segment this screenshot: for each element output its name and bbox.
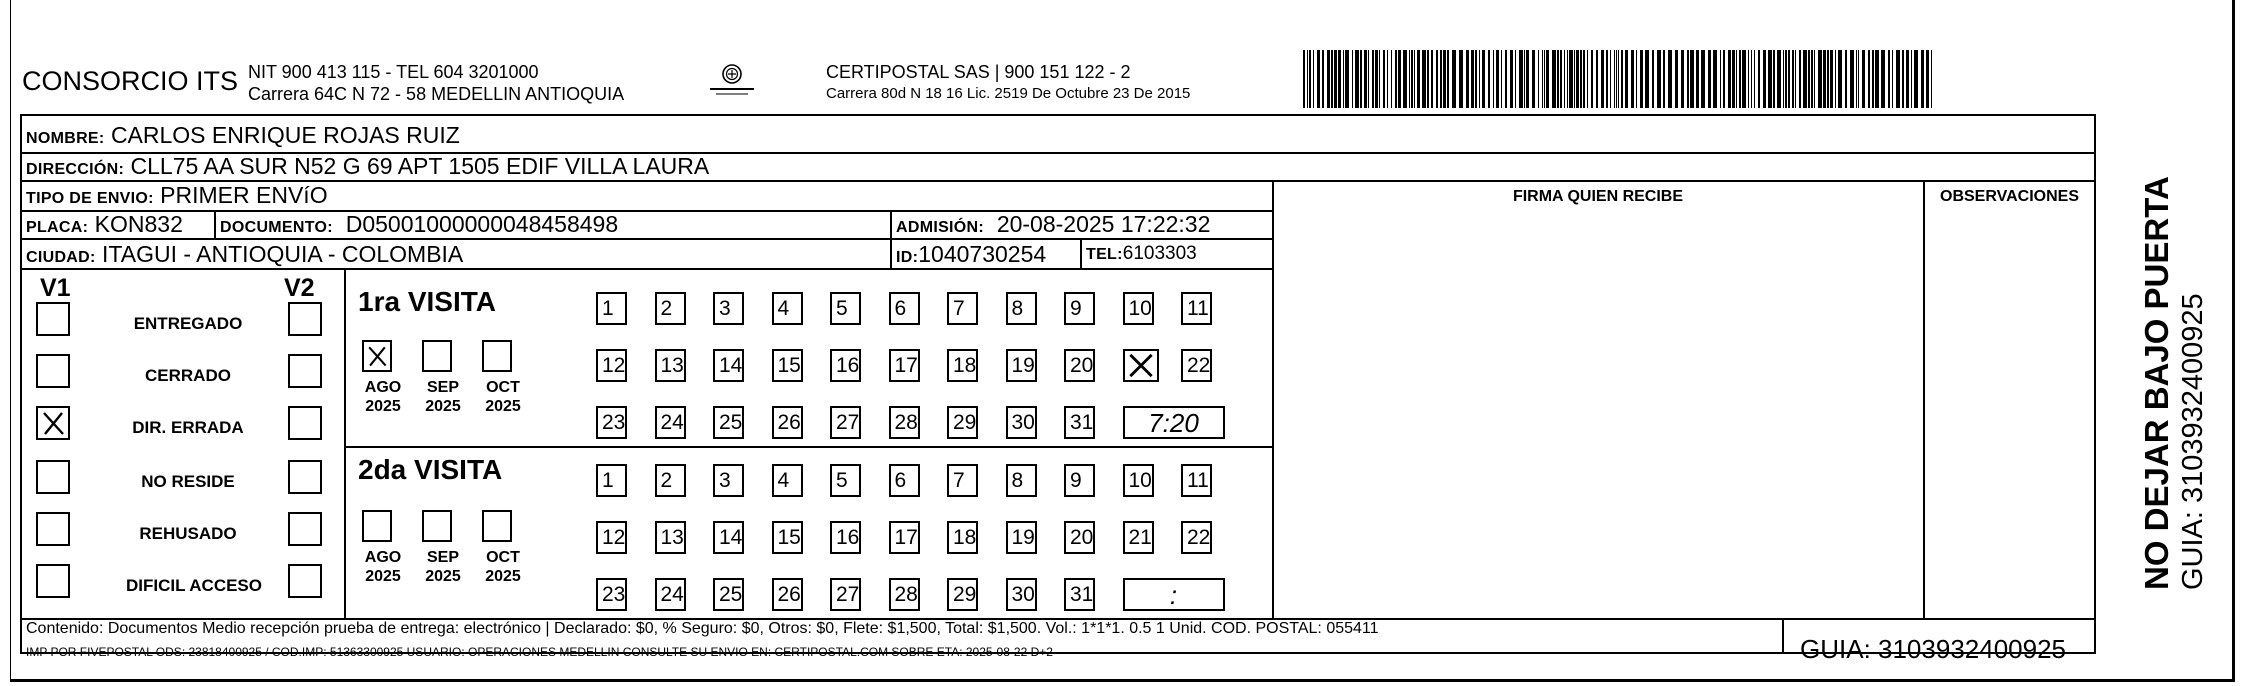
side-notice — [2138, 176, 2210, 590]
month-label: AGO 2025 — [364, 549, 402, 585]
documento-label: DOCUMENTO: — [220, 219, 333, 236]
day-box[interactable]: 17 — [889, 521, 920, 554]
day-box[interactable]: 4 — [772, 292, 803, 325]
v1-checkbox[interactable] — [36, 512, 70, 546]
guia-number: GUIA: 3103932400925 — [1800, 634, 2066, 664]
ciudad-value: ITAGUI - ANTIOQUIA - COLOMBIA — [102, 241, 464, 267]
day-box[interactable]: 6 — [889, 464, 920, 497]
admision-row — [896, 211, 1210, 241]
day-box[interactable]: 3 — [713, 464, 744, 497]
footer-contents: Contenido: Documentos Medio recepción prueba de entrega: electrónico | Declarado: $0, % Seguro: $0, Otros: $0, Flete: $1,500, Total: $1,500. Vol.: 1*1*1. 0.5 1 Unid. COD. POSTAL: 055411 — [26, 620, 1379, 637]
company-info — [248, 61, 624, 105]
v2-title: V2 — [284, 274, 315, 302]
month-checkbox[interactable] — [362, 340, 392, 372]
day-box[interactable]: 9 — [1064, 464, 1095, 497]
day-box[interactable]: 28 — [889, 406, 920, 439]
day-box[interactable]: 25 — [713, 578, 744, 611]
v1-checkbox[interactable] — [36, 302, 70, 336]
v2-checkbox[interactable] — [288, 406, 322, 440]
admision-label: ADMISIÓN: — [896, 219, 985, 236]
v2-checkbox[interactable] — [288, 354, 322, 388]
day-box[interactable]: 14 — [713, 521, 744, 554]
day-box[interactable]: 5 — [830, 292, 861, 325]
day-box[interactable]: 13 — [655, 349, 686, 382]
day-box[interactable]: 24 — [655, 578, 686, 611]
placa-label: PLACA: — [26, 219, 89, 236]
day-box[interactable]: 11 — [1181, 292, 1212, 325]
day-box[interactable]: 11 — [1181, 464, 1212, 497]
status-label: DIFICIL ACCESO — [125, 576, 262, 595]
certipostal-logo-icon — [704, 62, 760, 98]
month-checkbox[interactable] — [362, 510, 392, 542]
v1-title: V1 — [40, 274, 71, 302]
x-mark-icon — [38, 408, 68, 438]
day-box[interactable]: 31 — [1064, 406, 1095, 439]
day-box[interactable]: 20 — [1064, 349, 1095, 382]
tel-row — [1086, 241, 1197, 268]
nombre-value: CARLOS ENRIQUE ROJAS RUIZ — [110, 122, 460, 148]
x-mark-icon — [364, 342, 390, 370]
day-box[interactable]: 8 — [1006, 292, 1037, 325]
day-box[interactable]: 13 — [655, 521, 686, 554]
placa-value: KON832 — [94, 211, 183, 237]
day-box[interactable]: 16 — [830, 349, 861, 382]
day-box[interactable]: 23 — [596, 578, 627, 611]
day-box[interactable]: 31 — [1064, 578, 1095, 611]
day-box[interactable]: 26 — [772, 578, 803, 611]
direccion-row — [26, 153, 709, 183]
time-field[interactable]: 7:20 — [1123, 406, 1225, 439]
day-box[interactable]: 12 — [596, 521, 627, 554]
month-label: SEP 2025 — [425, 379, 461, 415]
certipostal-nit: CERTIPOSTAL SAS | 900 151 122 - 2 — [826, 62, 1131, 82]
day-box[interactable]: 27 — [830, 578, 861, 611]
day-box[interactable]: 24 — [655, 406, 686, 439]
v1-checkbox[interactable] — [36, 564, 70, 598]
status-label: DIR. ERRADA — [132, 418, 244, 437]
v1-checkbox[interactable] — [36, 406, 70, 440]
day-box[interactable]: 26 — [772, 406, 803, 439]
day-box[interactable] — [1123, 349, 1159, 382]
visit2-title: 2da VISITA — [358, 454, 503, 485]
day-box[interactable]: 4 — [772, 464, 803, 497]
month-label: AGO 2025 — [364, 379, 402, 415]
documento-row — [220, 211, 618, 241]
tel-label: TEL: — [1086, 246, 1123, 263]
day-box[interactable]: 22 — [1181, 349, 1212, 382]
day-box[interactable]: 10 — [1123, 292, 1154, 325]
documento-value: D05001000000048458498 — [345, 211, 619, 237]
certipostal-license: Carrera 80d N 18 16 Lic. 2519 De Octubre 23 De 2015 — [826, 85, 1191, 102]
ciudad-label: CIUDAD: — [26, 249, 96, 266]
day-box[interactable]: 5 — [830, 464, 861, 497]
direccion-label: DIRECCIÓN: — [26, 161, 125, 178]
month-checkbox[interactable] — [422, 510, 452, 542]
admision-value: 20-08-2025 17:22:32 — [996, 211, 1211, 237]
day-box[interactable]: 19 — [1006, 521, 1037, 554]
visit1-title: 1ra VISITA — [358, 286, 496, 317]
day-box[interactable]: 2 — [655, 464, 686, 497]
v2-checkbox[interactable] — [288, 460, 322, 494]
day-box[interactable]: 2 — [655, 292, 686, 325]
month-checkbox[interactable] — [422, 340, 452, 372]
day-box[interactable]: 19 — [1006, 349, 1037, 382]
company-nit: NIT 900 413 115 - TEL 604 3201000 — [248, 62, 539, 82]
v1-checkbox[interactable] — [36, 354, 70, 388]
day-box[interactable]: 18 — [947, 521, 978, 554]
day-box[interactable]: 9 — [1064, 292, 1095, 325]
firma-header: FIRMA QUIEN RECIBE — [1512, 188, 1684, 205]
day-box[interactable]: 21 — [1123, 521, 1154, 554]
time-field[interactable]: : — [1123, 578, 1225, 611]
direccion-value: CLL75 AA SUR N52 G 69 APT 1505 EDIF VILLA LAURA — [130, 153, 710, 179]
day-box[interactable]: 15 — [772, 349, 803, 382]
day-box[interactable]: 29 — [947, 578, 978, 611]
day-box[interactable]: 20 — [1064, 521, 1095, 554]
day-box[interactable]: 30 — [1006, 406, 1037, 439]
shipping-form — [20, 114, 2096, 654]
day-box[interactable]: 15 — [772, 521, 803, 554]
day-box[interactable]: 3 — [713, 292, 744, 325]
day-box[interactable]: 22 — [1181, 521, 1212, 554]
nombre-label: NOMBRE: — [26, 130, 105, 147]
month-checkbox[interactable] — [482, 340, 512, 372]
id-row — [896, 241, 1046, 271]
company-name: CONSORCIO ITS — [22, 66, 239, 96]
tipo-envio-value: PRIMER ENVíO — [160, 182, 328, 208]
month-label: OCT 2025 — [485, 379, 521, 415]
v2-checkbox[interactable] — [288, 564, 322, 598]
status-label: CERRADO — [145, 366, 231, 385]
side-warning: NO DEJAR BAJO PUERTA — [2138, 176, 2175, 590]
day-box[interactable]: 8 — [1006, 464, 1037, 497]
company-address: Carrera 64C N 72 - 58 MEDELLIN ANTIOQUIA — [248, 84, 625, 104]
day-box[interactable]: 1 — [596, 292, 627, 325]
day-box[interactable]: 7 — [947, 464, 978, 497]
status-label: NO RESIDE — [141, 472, 235, 491]
day-box[interactable]: 18 — [947, 349, 978, 382]
day-box[interactable]: 16 — [830, 521, 861, 554]
day-box[interactable]: 25 — [713, 406, 744, 439]
v2-checkbox[interactable] — [288, 302, 322, 336]
day-box[interactable]: 6 — [889, 292, 920, 325]
day-box[interactable]: 29 — [947, 406, 978, 439]
day-box[interactable]: 23 — [596, 406, 627, 439]
footer-print-info: IMP POR FIVEPOSTAL ODS: 23818400925 / COD.IMP: 51363300925 USUARIO: OPERACIONES MEDELLIN CONSULTE SU ENVIO EN: CERTIPOSTAL.COM SOBRE ETA: 2025-08-22 D+2 — [26, 645, 1053, 659]
tel-value: 6103303 — [1122, 243, 1197, 264]
status-label: ENTREGADO — [133, 314, 243, 333]
observaciones-header: OBSERVACIONES — [1940, 188, 2079, 205]
id-label: ID: — [896, 249, 919, 266]
v1-checkbox[interactable] — [36, 460, 70, 494]
barcode — [1303, 50, 1938, 108]
certipostal-info — [826, 61, 1190, 105]
x-mark-icon — [1125, 351, 1157, 380]
status-label: REHUSADO — [139, 524, 237, 543]
v2-checkbox[interactable] — [288, 512, 322, 546]
day-box[interactable]: 7 — [947, 292, 978, 325]
id-value: 1040730254 — [918, 241, 1047, 267]
day-box[interactable]: 12 — [596, 349, 627, 382]
month-label: OCT 2025 — [485, 549, 521, 585]
month-checkbox[interactable] — [482, 510, 512, 542]
day-box[interactable]: 1 — [596, 464, 627, 497]
day-box[interactable]: 27 — [830, 406, 861, 439]
day-box[interactable]: 17 — [889, 349, 920, 382]
placa-row — [26, 211, 183, 241]
month-label: SEP 2025 — [425, 549, 461, 585]
nombre-row — [26, 122, 460, 152]
tipo-envio-label: TIPO DE ENVIO: — [26, 190, 154, 207]
side-guia: GUIA: 3103932400925 — [2177, 293, 2209, 590]
tipo-envio-row — [26, 182, 328, 212]
day-box[interactable]: 28 — [889, 578, 920, 611]
day-box[interactable]: 30 — [1006, 578, 1037, 611]
day-box[interactable]: 10 — [1123, 464, 1154, 497]
day-box[interactable]: 14 — [713, 349, 744, 382]
ciudad-row — [26, 241, 463, 271]
